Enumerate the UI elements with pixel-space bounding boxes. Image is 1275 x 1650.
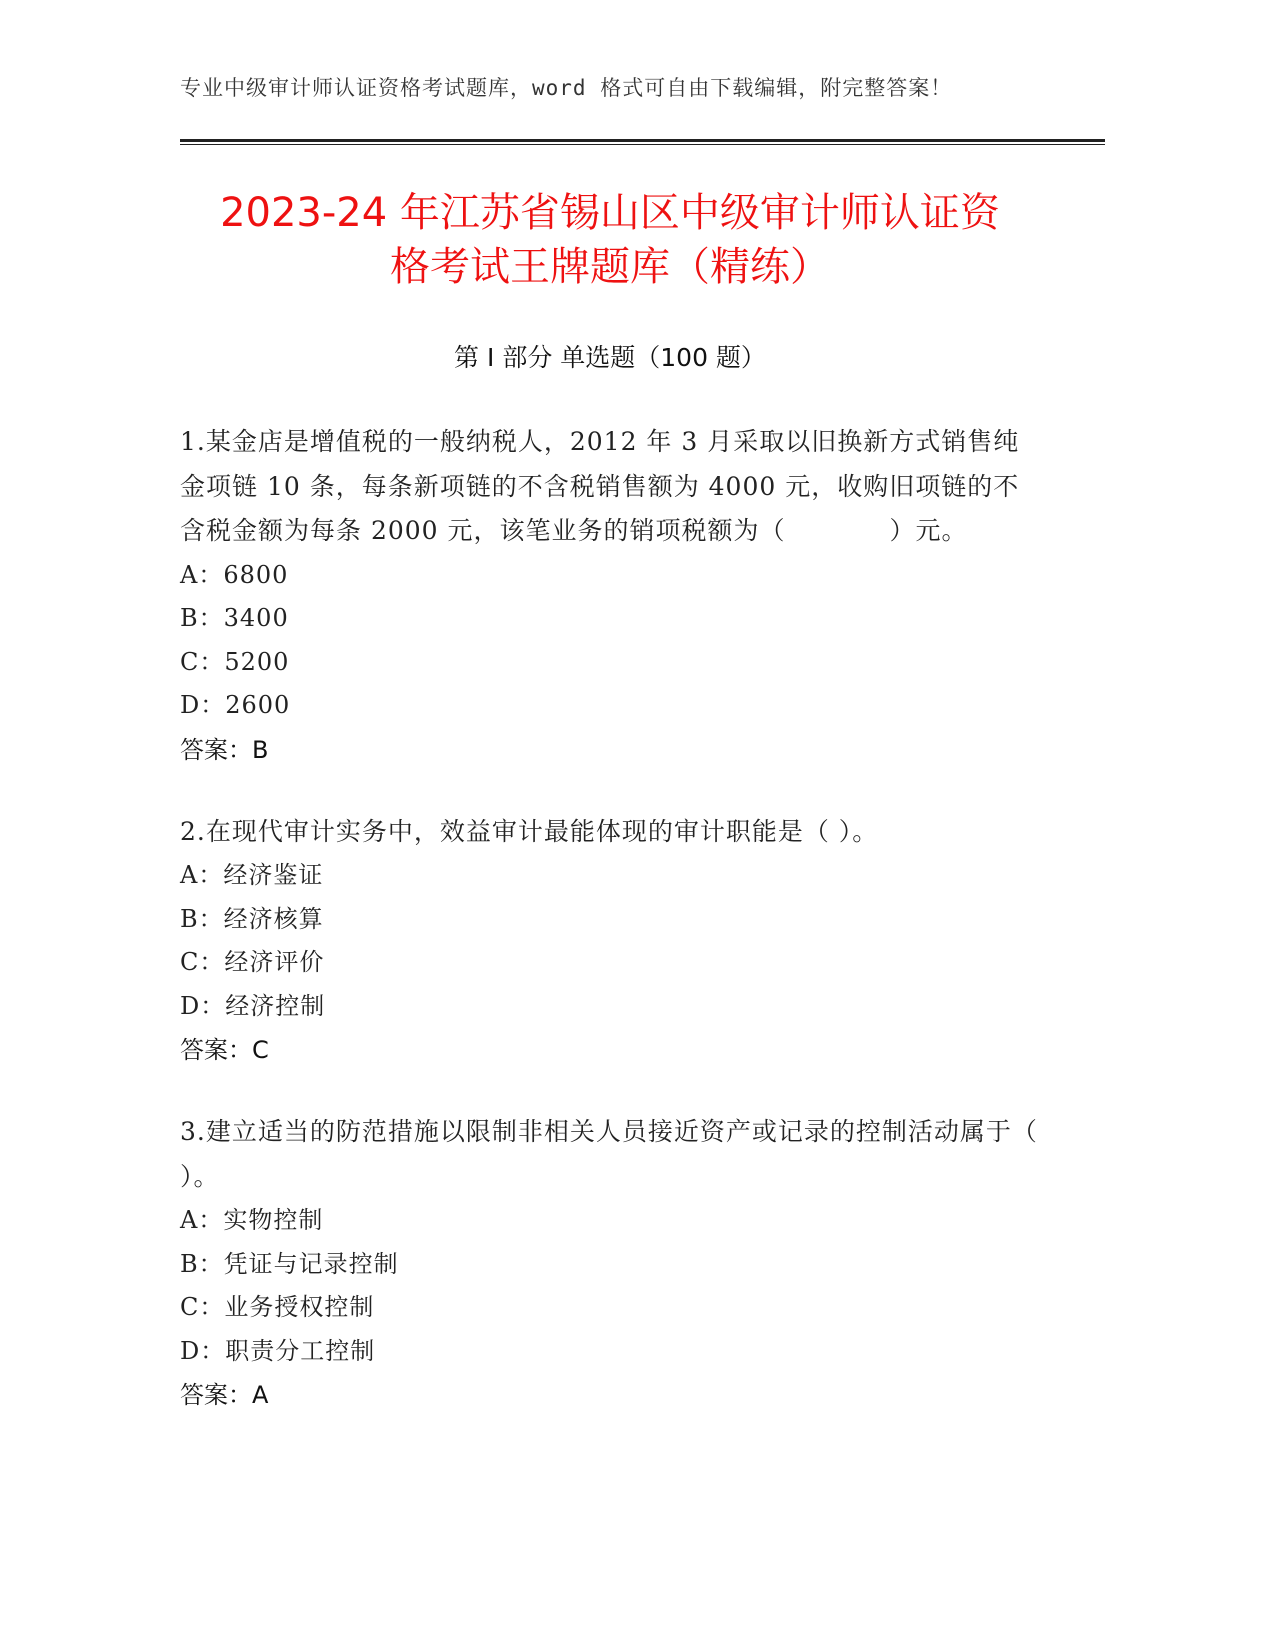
question-stem: 1.某金店是增值税的一般纳税人，2012 年 3 月采取以旧换新方式销售纯金项链 10 条，每条新项链的不含税销售额为 4000 元，收购旧项链的不含税金额为每条 2000 元，该笔业务的销项税额为（ ）元。 (180, 427, 1020, 545)
header-rule-thick (180, 139, 1105, 142)
question-stem: 3.建立适当的防范措施以限制非相关人员接近资产或记录的控制活动属于（ ）。 (180, 1117, 1038, 1191)
document-title (180, 186, 1040, 294)
option-d: D：经济控制 (180, 991, 326, 1020)
question-list (180, 420, 1040, 1455)
answer: 答案：A (180, 1381, 269, 1409)
option-b: B：凭证与记录控制 (180, 1249, 399, 1278)
option-d: D：2600 (180, 691, 291, 719)
question-3 (180, 1110, 1040, 1417)
document-title-line-1: 2023-24 年江苏省锡山区中级审计师认证资 (220, 190, 1000, 236)
answer: 答案：C (180, 1036, 269, 1064)
option-c: C：5200 (180, 647, 290, 676)
option-a: A：经济鉴证 (180, 861, 324, 889)
header-rule-thin (180, 144, 1105, 145)
option-b: B：3400 (180, 604, 289, 632)
option-a: A：实物控制 (180, 1206, 324, 1234)
question-2 (180, 810, 1040, 1073)
question-stem: 2.在现代审计实务中，效益审计最能体现的审计职能是（ ）。 (180, 816, 879, 846)
option-b: B：经济核算 (180, 904, 324, 933)
option-a: A：6800 (180, 560, 289, 589)
option-c: C：业务授权控制 (180, 1293, 375, 1321)
answer: 答案：B (180, 735, 269, 764)
header-note: 专业中级审计师认证资格考试题库，word 格式可自由下载编辑，附完整答案！ (180, 76, 953, 100)
document-title-line-2: 格考试王牌题库（精练） (390, 244, 830, 290)
option-d: D：职责分工控制 (180, 1336, 376, 1365)
question-1 (180, 420, 1040, 772)
section-heading: 第 I 部分 单选题（100 题） (454, 343, 766, 372)
option-c: C：经济评价 (180, 948, 325, 976)
